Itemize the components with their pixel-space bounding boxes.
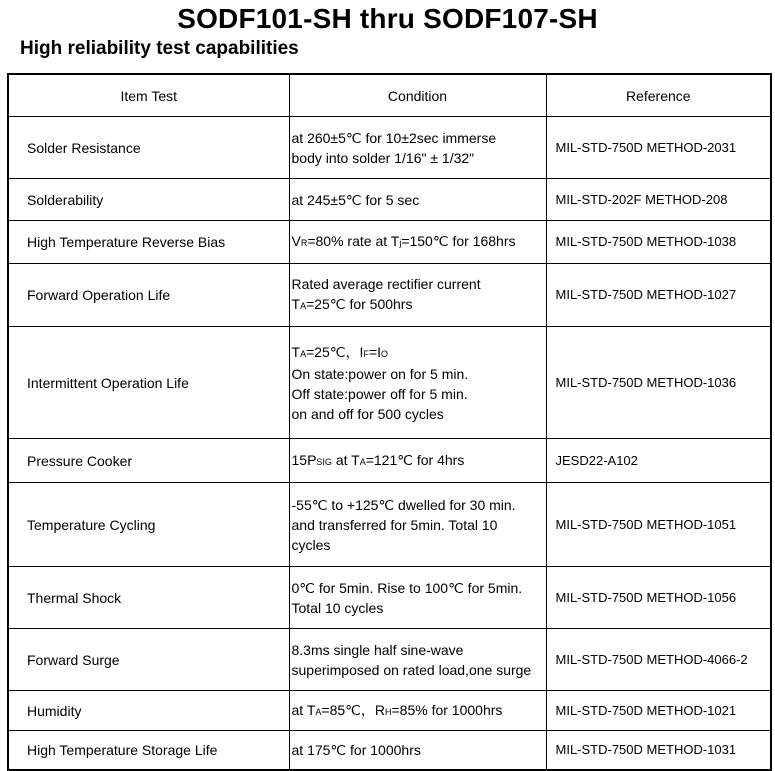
condition-line xyxy=(292,700,546,722)
condition-line: cycles xyxy=(291,536,331,553)
item-test-cell: Solder Resistance xyxy=(8,117,289,179)
table-row xyxy=(8,439,771,483)
condition-text: 15P xyxy=(291,451,317,468)
item-test-cell: Solderability xyxy=(8,179,289,221)
item-test-cell: High Temperature Storage Life xyxy=(8,731,289,770)
condition-subscript: A xyxy=(300,301,307,311)
table-header-row xyxy=(8,74,771,117)
table-row xyxy=(8,117,771,179)
header-reference: Reference xyxy=(546,74,771,117)
condition-text: =85℃，R xyxy=(321,701,385,718)
table-row xyxy=(8,731,771,770)
condition-text: V xyxy=(291,233,301,249)
condition-text: =121℃ for 4hrs xyxy=(365,451,465,468)
condition-line: On state:power on for 5 min. xyxy=(291,365,469,382)
condition-cell xyxy=(289,117,546,179)
table-row xyxy=(8,691,771,731)
header-condition: Condition xyxy=(289,74,546,117)
document-title: SODF101-SH thru SODF107-SH xyxy=(177,3,598,34)
table-row xyxy=(8,483,771,567)
condition-cell xyxy=(289,567,546,629)
item-test-cell: Temperature Cycling xyxy=(8,483,289,567)
reference-cell: MIL-STD-202F METHOD-208 xyxy=(546,179,771,221)
condition-line: Rated average rectifier current xyxy=(291,276,481,292)
condition-line: superimposed on rated load,one surge xyxy=(291,661,532,678)
item-test-cell: Forward Operation Life xyxy=(8,264,289,327)
condition-text: =80% rate at T xyxy=(307,233,400,249)
table-row xyxy=(8,179,771,221)
table-row xyxy=(8,264,771,327)
reference-cell: MIL-STD-750D METHOD-1056 xyxy=(546,567,771,629)
condition-line: Off state:power off for 5 min. xyxy=(291,385,468,402)
condition-cell xyxy=(289,629,546,691)
reference-cell: MIL-STD-750D METHOD-1051 xyxy=(546,483,771,567)
condition-line: at 175℃ for 1000hrs xyxy=(291,741,421,758)
condition-cell xyxy=(289,179,546,221)
condition-subscript: F xyxy=(363,348,369,359)
reference-cell: MIL-STD-750D METHOD-1036 xyxy=(546,327,771,439)
section-subtitle: High reliability test capabilities xyxy=(20,38,299,59)
condition-subscript: H xyxy=(384,706,392,717)
condition-line: on and off for 500 cycles xyxy=(291,405,444,422)
condition-cell xyxy=(289,264,546,327)
condition-cell xyxy=(289,483,546,567)
condition-text: =150℃ for 168hrs xyxy=(401,233,516,249)
condition-subscript: SIG xyxy=(316,456,332,467)
condition-line xyxy=(292,450,546,472)
condition-line xyxy=(292,294,546,316)
condition-text: T xyxy=(291,343,301,360)
condition-line: 0℃ for 5min. Rise to 100℃ for 5min. xyxy=(291,579,523,596)
condition-line: at 260±5℃ for 10±2sec immerse xyxy=(291,129,497,146)
item-test-cell: Pressure Cooker xyxy=(8,439,289,483)
condition-line: 8.3ms single half sine-wave xyxy=(291,641,464,658)
item-test-cell: Humidity xyxy=(8,691,289,731)
reference-cell: JESD22-A102 xyxy=(546,439,771,483)
condition-text: =I xyxy=(368,343,382,360)
table-row xyxy=(8,327,771,439)
table-body xyxy=(8,117,771,770)
condition-text: =85% for 1000hrs xyxy=(391,701,503,718)
condition-text: at T xyxy=(331,451,360,468)
table-row xyxy=(8,221,771,264)
item-test-cell: Forward Surge xyxy=(8,629,289,691)
item-test-cell: High Temperature Reverse Bias xyxy=(8,221,289,264)
table-row xyxy=(8,629,771,691)
condition-subscript: O xyxy=(381,348,389,359)
condition-text: at T xyxy=(291,701,316,718)
reference-cell: MIL-STD-750D METHOD-1031 xyxy=(546,731,771,770)
reference-cell: MIL-STD-750D METHOD-1027 xyxy=(546,264,771,327)
condition-line: -55℃ to +125℃ dwelled for 30 min. xyxy=(291,496,516,513)
reference-cell: MIL-STD-750D METHOD-1021 xyxy=(546,691,771,731)
condition-text: T xyxy=(291,296,301,312)
item-test-cell: Thermal Shock xyxy=(8,567,289,629)
condition-line: Total 10 cycles xyxy=(291,599,384,616)
condition-line xyxy=(292,231,546,253)
condition-cell xyxy=(289,439,546,483)
condition-text: =25℃，I xyxy=(306,343,364,360)
table-row xyxy=(8,567,771,629)
condition-cell xyxy=(289,691,546,731)
condition-line: and transferred for 5min. Total 10 xyxy=(291,516,498,533)
reliability-test-table xyxy=(7,73,772,771)
condition-subscript: A xyxy=(315,706,322,717)
condition-cell xyxy=(289,221,546,264)
header-item-test: Item Test xyxy=(8,74,289,117)
condition-cell xyxy=(289,731,546,770)
reference-cell: MIL-STD-750D METHOD-1038 xyxy=(546,221,771,264)
condition-line: body into solder 1/16" ± 1/32" xyxy=(291,149,475,166)
reference-cell: MIL-STD-750D METHOD-4066-2 xyxy=(546,629,771,691)
condition-subscript: A xyxy=(359,456,366,467)
condition-subscript: j xyxy=(399,238,402,248)
condition-line xyxy=(292,342,546,364)
condition-subscript: R xyxy=(300,238,308,248)
condition-line: at 245±5℃ for 5 sec xyxy=(291,191,420,208)
condition-subscript: A xyxy=(300,348,307,359)
item-test-cell: Intermittent Operation Life xyxy=(8,327,289,439)
reference-cell: MIL-STD-750D METHOD-2031 xyxy=(546,117,771,179)
condition-text: =25℃ for 500hrs xyxy=(306,296,413,312)
condition-cell xyxy=(289,327,546,439)
